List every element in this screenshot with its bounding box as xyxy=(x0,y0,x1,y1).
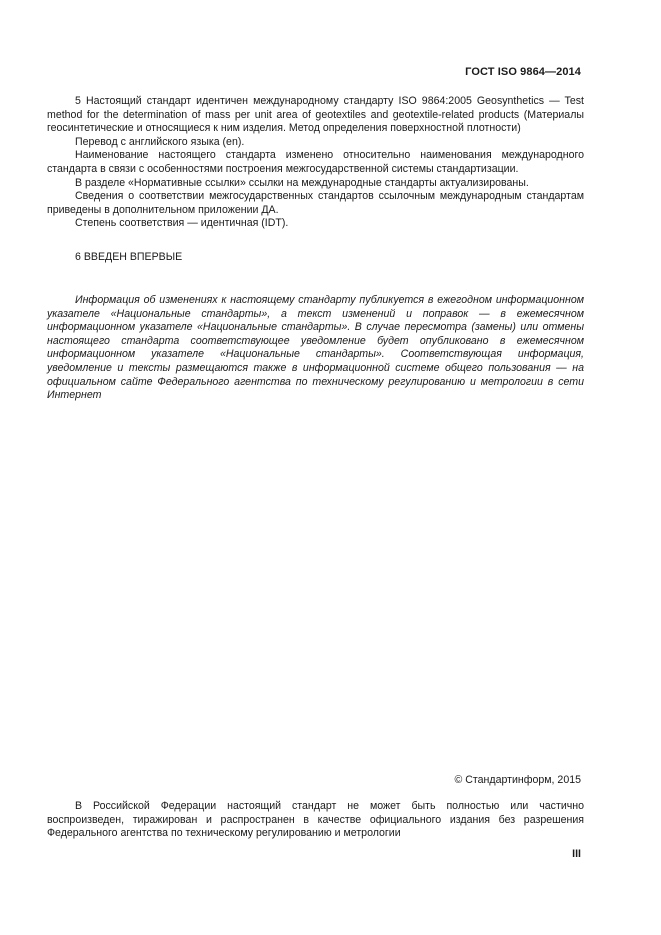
section-6 xyxy=(47,251,584,265)
rights-notice xyxy=(47,800,584,841)
section-5-intro: 5 Настоящий стандарт идентичен международному стандарту ISO 9864:2005 Geosynthetics — Test method for the determination of mass per unit area of geotextiles and geotextile-related products (Материалы геосинтетические и относящиеся к ним изделия. Метод определения поверхностной плотности) xyxy=(47,95,584,135)
conformity-degree: Степень соответствия — идентичная (IDT). xyxy=(75,217,289,230)
copyright: © Стандартинформ, 2015 xyxy=(454,774,581,786)
correspondence-note: Сведения о соответствии межгосударственных стандартов ссылочным международным стандартам приведены в дополнительном приложении ДА. xyxy=(47,190,584,216)
section-6-title: 6 ВВЕДЕН ВПЕРВЫЕ xyxy=(75,251,183,263)
name-change-note: Наименование настоящего стандарта изменено относительно наименования международного стандарта в связи с особенностями построения межгосударственной системы стандартизации. xyxy=(47,149,584,175)
page-number: III xyxy=(572,848,581,860)
section-5 xyxy=(47,95,584,231)
translation-note: Перевод с английского языка (en). xyxy=(75,135,245,148)
standard-header: ГОСТ ISO 9864—2014 xyxy=(465,66,581,78)
changes-notice-text: Информация об изменениях к настоящему стандарту публикуется в ежегодном информационном указателе «Национальные стандарты», а текст изменений и поправок — в ежемесячном информационном указателе «Национальные стандарты». В случае пересмотра (замены) или отмены настоящего стандарта соответствующее уведомление будет опубликовано в ежемесячном информационном указателе «Национальные стандарты». Соответствующая информация, уведомление и тексты размещаются также в информационной системе общего пользования — на официальном сайте Федерального агентства по техническому регулированию и метрологии в сети Интернет xyxy=(47,294,584,402)
rights-notice-text: В Российской Федерации настоящий стандарт не может быть полностью или частично воспроизведен, тиражирован и распространен в качестве официального издания без разрешения Федерального агентства по техническому регулированию и метрологии xyxy=(47,800,584,840)
changes-notice xyxy=(47,294,584,403)
references-note: В разделе «Нормативные ссылки» ссылки на международные стандарты актуализированы. xyxy=(75,176,529,189)
